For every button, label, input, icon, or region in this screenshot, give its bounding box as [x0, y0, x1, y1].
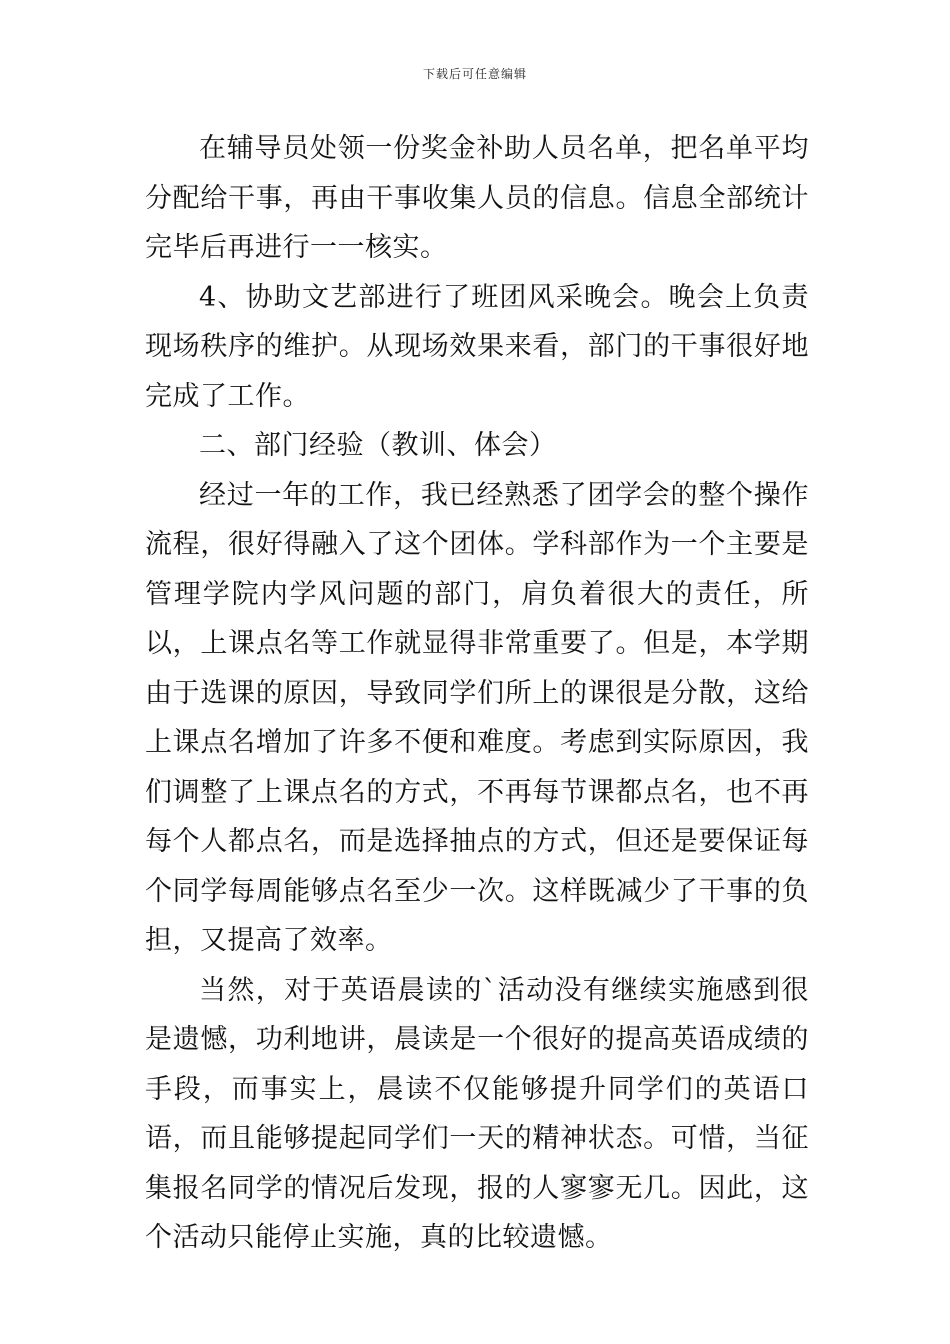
document-body [145, 124, 809, 1263]
section-heading-experience: 二、部门经验（教训、体会） [199, 430, 557, 461]
paragraph-evening-party: 4、协助文艺部进行了班团风采晚会。晚会上负责现场秩序的维护。从现场效果来看，部门的干事很好地完成了工作。 [145, 281, 809, 412]
page-header: 下载后可任意编辑 [422, 67, 527, 81]
paragraph-scholarship-list: 在辅导员处领一份奖金补助人员名单，把名单平均分配给干事，再由干事收集人员的信息。信息全部统计完毕后再进行一一核实。 [145, 133, 809, 263]
paragraph-work-experience: 经过一年的工作，我已经熟悉了团学会的整个操作流程，很好得融入了这个团体。学科部作为一个主要是管理学院内学风问题的部门，肩负着很大的责任，所以，上课点名等工作就显得非常重要了。但是，本学期由于选课的原因，导致同学们所上的课很是分散，这给上课点名增加了许多不便和难度。考虑到实际原因，我们调整了上课点名的方式，不再每节课都点名，也不再每个人都点名，而是选择抽点的方式，但还是要保证每个同学每周能够点名至少一次。这样既减少了干事的负担，又提高了效率。 [145, 479, 809, 956]
paragraph-morning-reading: 当然，对于英语晨读的`活动没有继续实施感到很是遗憾，功利地讲，晨读是一个很好的提高英语成绩的手段，而事实上，晨读不仅能够提升同学们的英语口语，而且能够提起同学们一天的精神状态。可惜，当征集报名同学的情况后发现，报的人寥寥无几。因此，这个活动只能停止实施，真的比较遗憾。 [145, 974, 809, 1253]
